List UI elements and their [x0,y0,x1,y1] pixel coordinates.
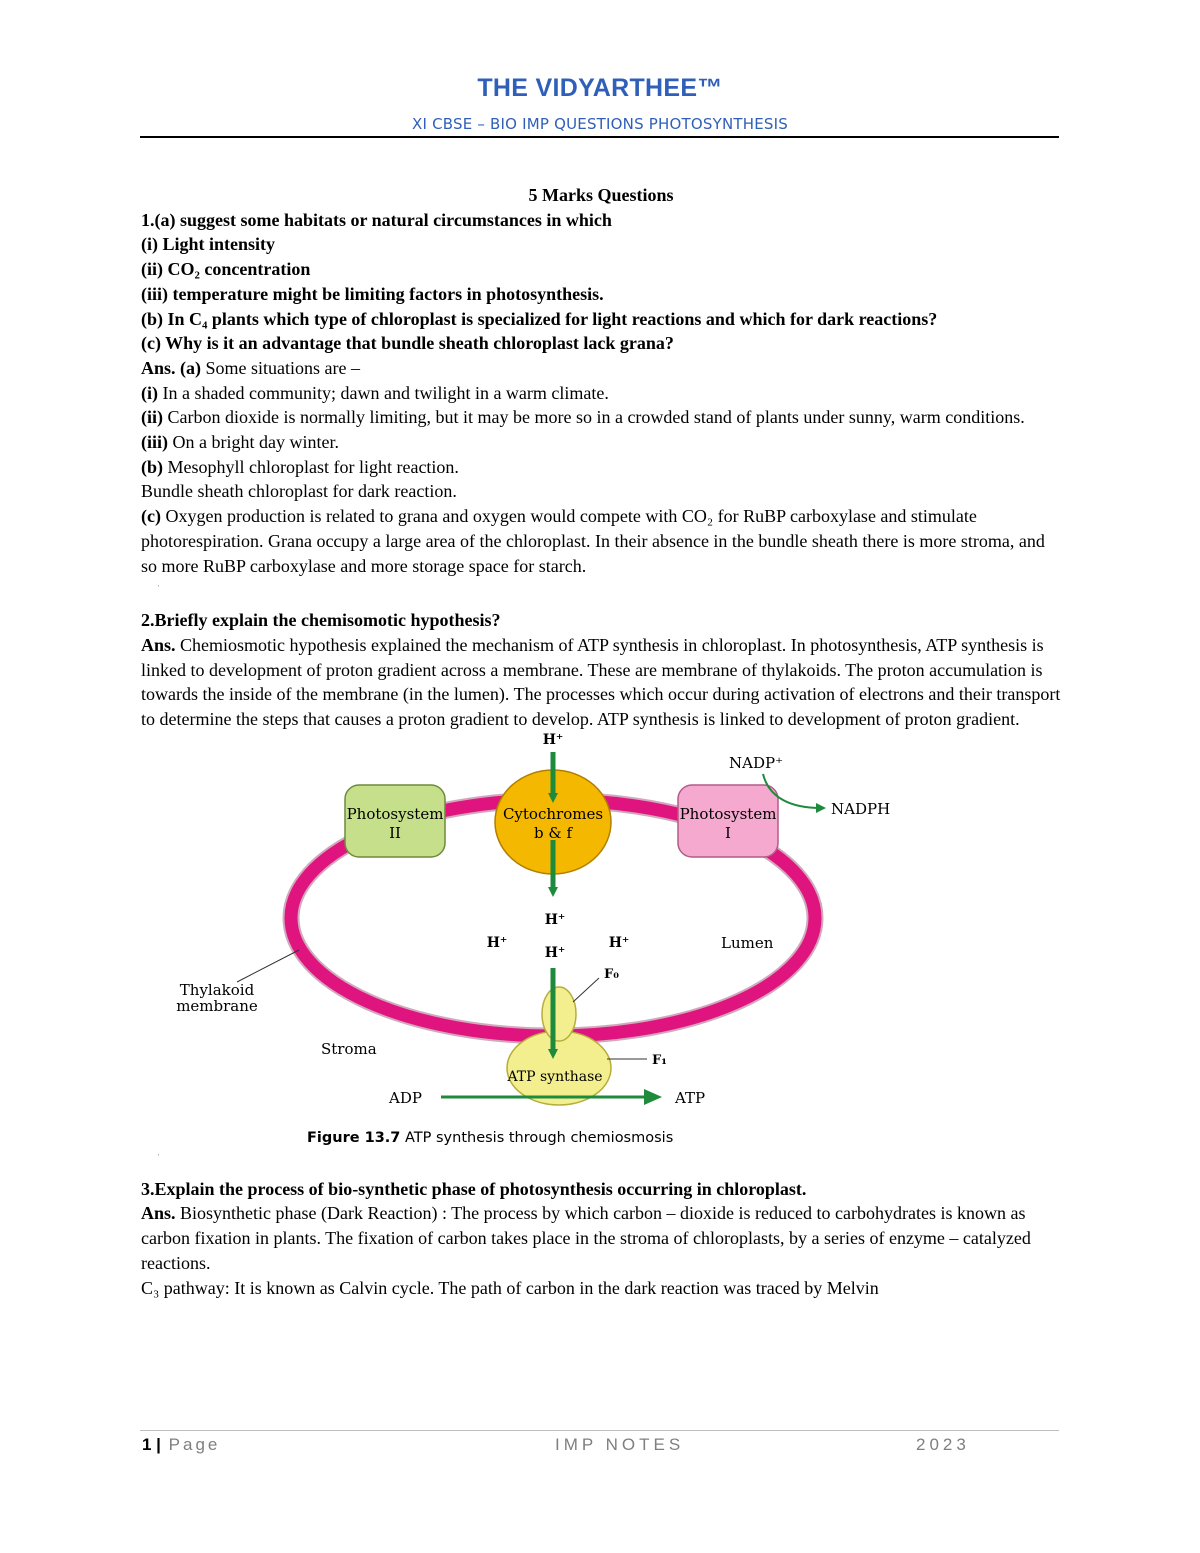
fo-label: F₀ [604,966,619,982]
header-title: THE VIDYARTHEE™ [477,74,723,102]
section-heading: 5 Marks Questions [528,185,674,205]
thylakoid-label-1: Thylakoid [179,980,255,999]
q1-answer-ii: (ii) Carbon dioxide is normally limiting, but it may be more so in a crowded stand of plants under sunny, warm conditions. [141,407,1025,428]
lumen-label: Lumen [721,933,774,952]
cyt-label-2: b & f [533,823,573,842]
thylakoid-label-2: membrane [176,996,258,1015]
chemiosmosis-diagram [141,732,1061,1147]
q1-answer-a: Ans. (a) Some situations are – [141,357,360,378]
q1-answer-i: (i) In a shaded community; dawn and twilight in a warm climate. [141,382,609,403]
footer-rule [140,1430,1059,1431]
nadph-label: NADPH [831,799,891,818]
ps1-label-2: I [725,823,731,842]
atp-synthase-f1 [507,1031,611,1105]
q2-question: 2.Briefly explain the chemisomotic hypothesis? [141,610,501,631]
document-body [141,183,1061,1300]
question-1 [141,208,1061,579]
h-plus-lumen-3: H⁺ [608,934,630,951]
q1-item-iii: (iii) temperature might be limiting factors in photosynthesis. [141,283,604,304]
ps1-label-1: Photosystem [679,804,777,823]
atp-synthase-label: ATP synthase [507,1068,603,1085]
thylakoid-pointer [237,950,299,982]
q3-answer: Ans. Biosynthetic phase (Dark Reaction) : The process by which carbon – dioxide is reduced to carbohydrates is known as carbon fixation in plants. The fixation of carbon takes place in the stroma of chloroplasts, by a series of enzyme – catalyzed reactions. [141,1203,1031,1273]
q3-question: 3.Explain the process of bio-synthetic phase of photosynthesis occurring in chloroplast. [141,1178,807,1199]
cyt-label-1: Cytochromes [502,804,604,823]
footer-page: 1 | Page [142,1435,221,1454]
question-2 [141,608,1061,732]
footer-notes: IMP NOTES [555,1435,685,1454]
q2-answer: Ans. Chemiosmotic hypothesis explained the mechanism of ATP synthesis in chloroplast. In photosynthesis, ATP synthesis is linked to development of proton gradient across a membrane. These are membrane of thylakoids. The proton accumulation is towards the inside of the membrane (in the lumen). The processes which occur during activation of electrons and their transport to determine the steps that causes a proton gradient to develop. ATP synthesis is linked to development of proton gradient. [141,634,1061,730]
ps2-label-1: Photosystem [346,804,444,823]
q3-c3-pathway: C₃ pathway: It is known as Calvin cycle. The path of carbon in the dark reaction was traced by Melvin [141,1277,879,1298]
spacer-mark: ' [158,584,160,593]
nadp-label: NADP⁺ [729,753,783,772]
atp-synthase-fo [542,987,576,1041]
stroma-label: Stroma [321,1039,377,1058]
q1-item-ii: (ii) CO₂ concentration [141,259,311,280]
header-rule [140,136,1059,138]
q1-answer-iii: (iii) On a bright day winter. [141,432,339,453]
spacer-mark-2: ' [158,1152,160,1161]
h-plus-lumen-1: H⁺ [544,911,566,928]
figure-caption: Figure 13.7 ATP synthesis through chemiosmosis [307,1129,674,1146]
h-plus-lumen-4: H⁺ [544,944,566,961]
q1-part-a: 1.(a) suggest some habitats or natural circumstances in which [141,209,612,230]
h-plus-lumen-2: H⁺ [486,934,508,951]
footer-year: 2023 [916,1435,970,1454]
atp-label: ATP [675,1088,706,1107]
f1-label: F₁ [652,1052,667,1068]
h-plus-top: H⁺ [542,731,564,748]
header-subtitle: XI CBSE – BIO IMP QUESTIONS PHOTOSYNTHESIS [412,115,788,133]
question-3 [141,1177,1061,1301]
q1-answer-c: (c) Oxygen production is related to grana and oxygen would compete with CO₂ for RuBP carboxylase and stimulate photorespiration. Grana occupy a large area of the chloroplast. In their absence in the bundle sheath there is more stroma, and so more RuBP carboxylase and more storage space for starch. [141,506,1045,576]
fo-pointer [573,978,599,1002]
q1-part-c: (c) Why is it an advantage that bundle sheath chloroplast lack grana? [141,333,674,354]
q1-answer-b-2: Bundle sheath chloroplast for dark reaction. [141,481,457,502]
ps2-label-2: II [389,823,401,842]
q1-part-b: (b) In C₄ plants which type of chloroplast is specialized for light reactions and which for dark reactions? [141,308,938,329]
q1-answer-b: (b) Mesophyll chloroplast for light reaction. [141,456,459,477]
q1-item-i: (i) Light intensity [141,234,276,255]
chemiosmosis-figure [141,732,1061,1147]
adp-label: ADP [389,1088,422,1107]
